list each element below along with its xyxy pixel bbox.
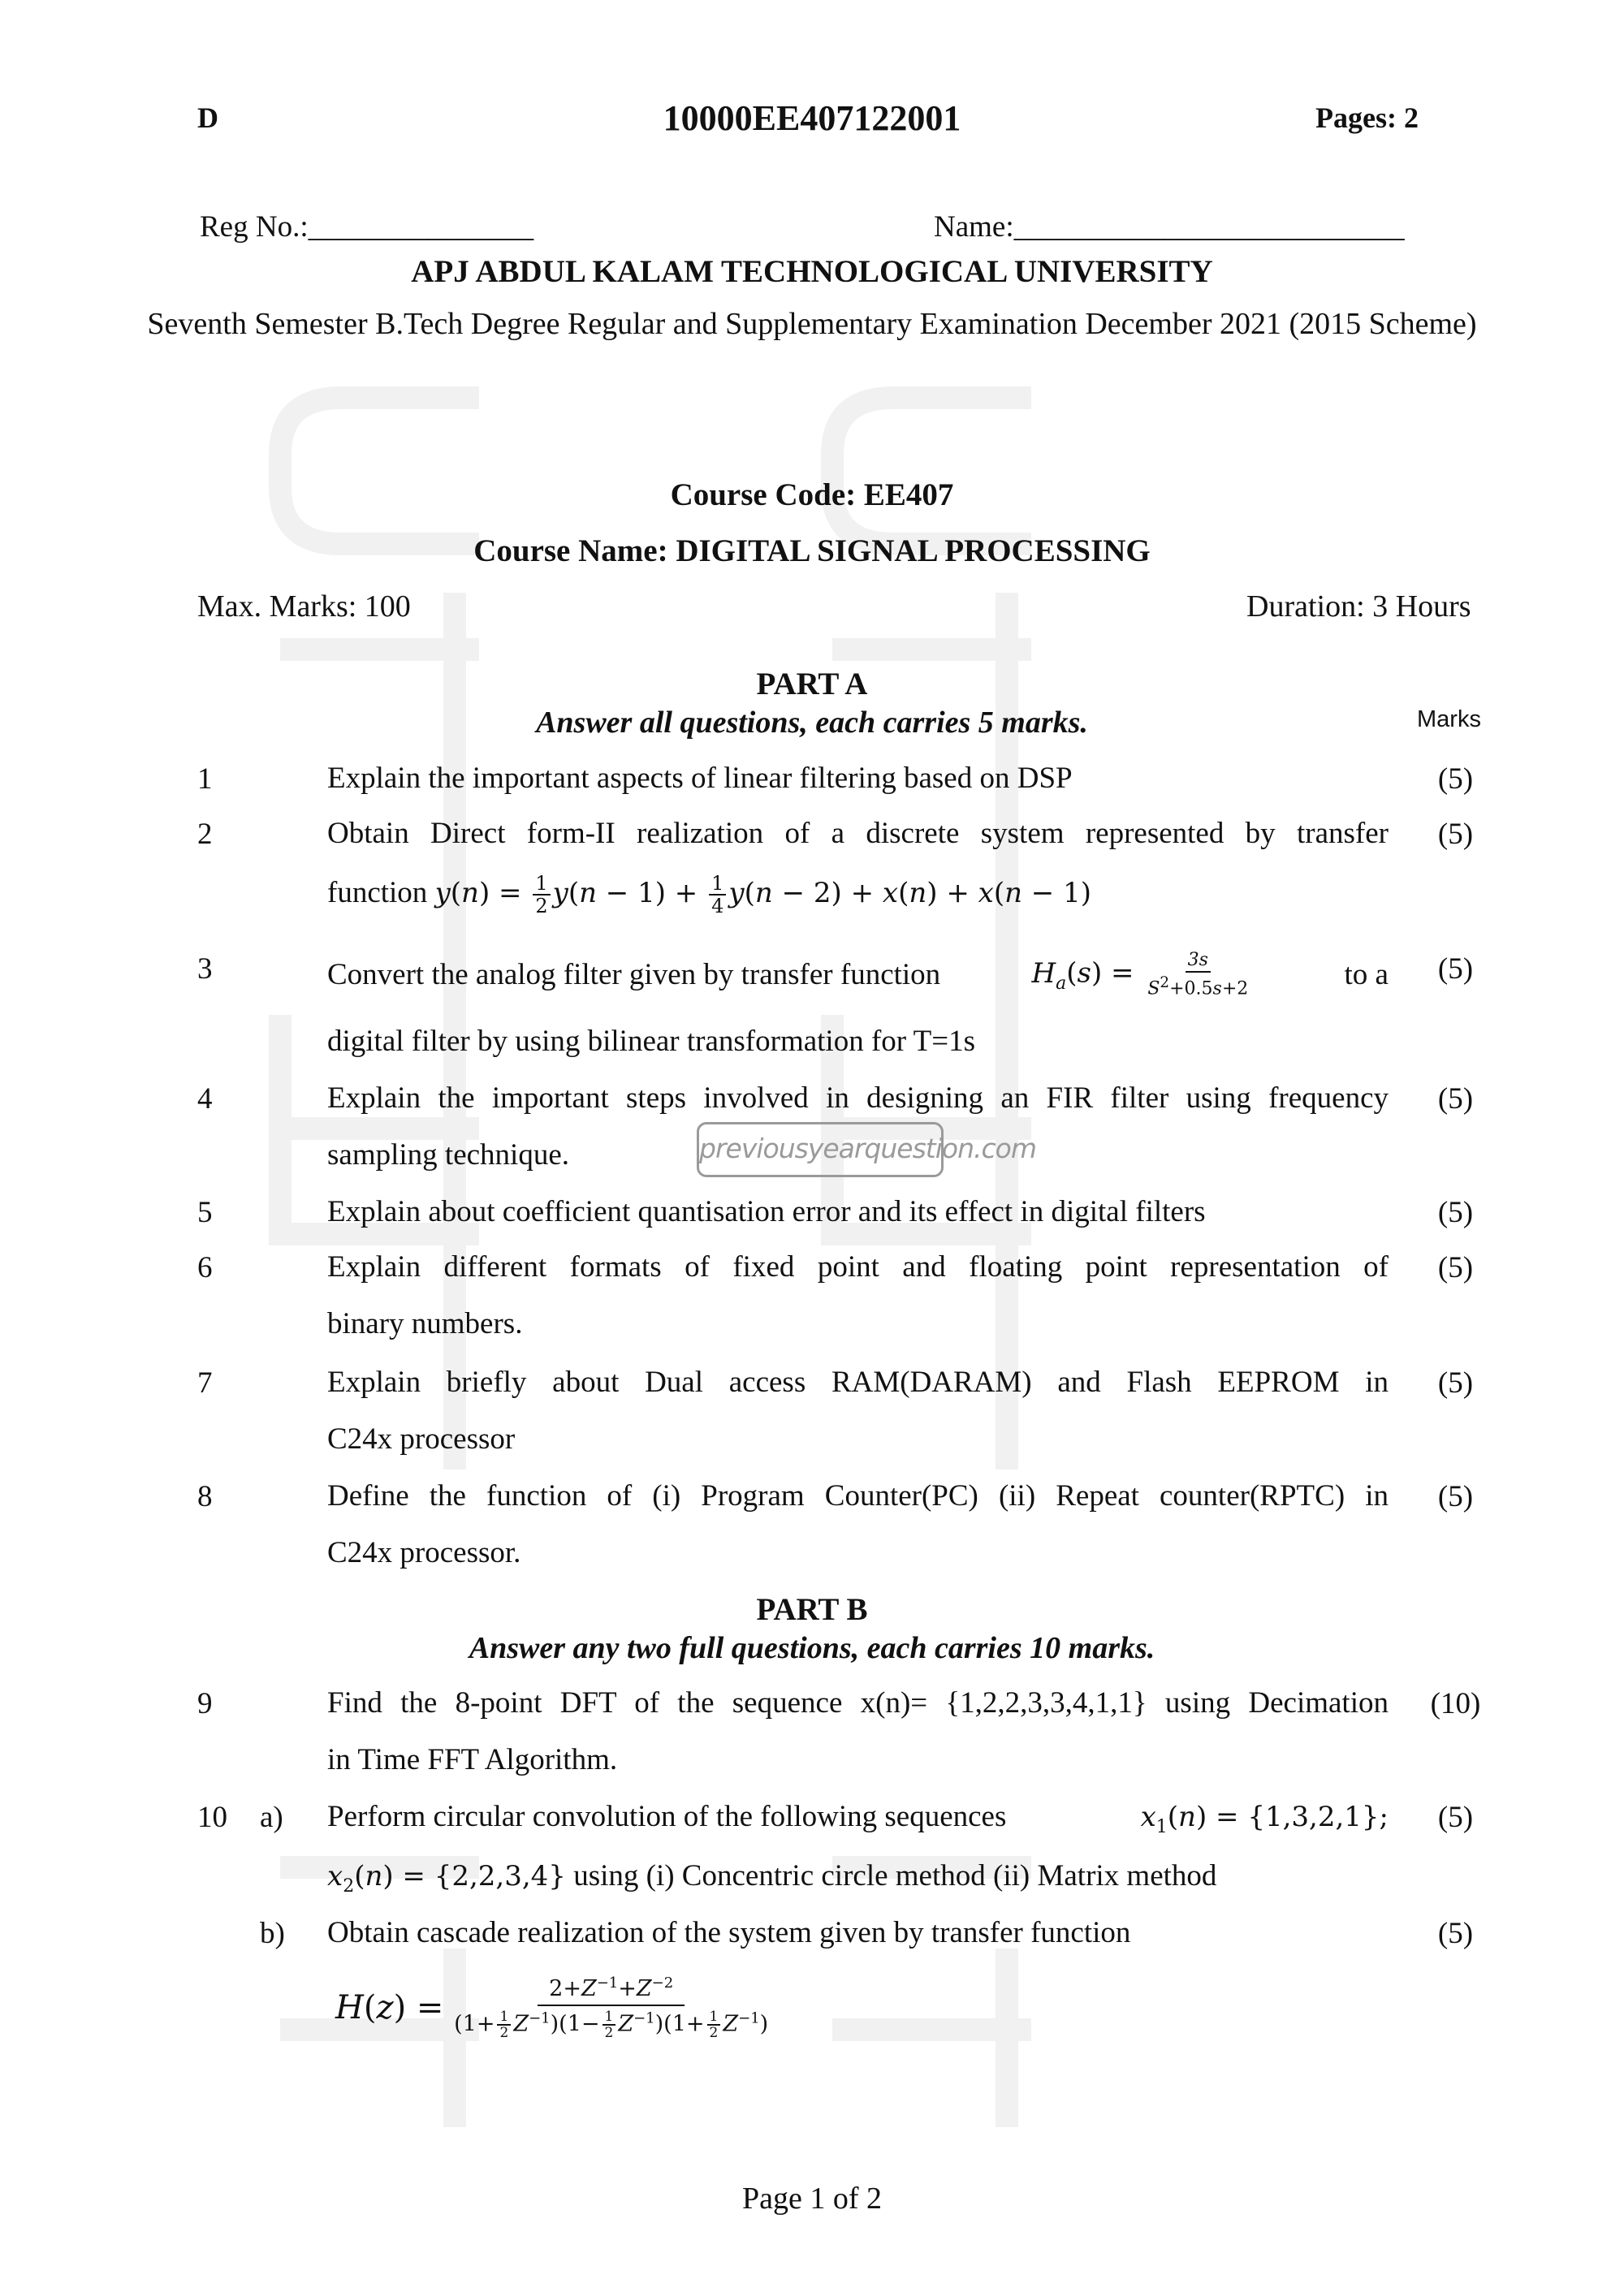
question-text: Explain different formats of fixed point and floating point representation of [327, 1250, 1389, 1284]
question-text: Find the 8-point DFT of the sequence x(n)= {1,2,2,3,3,4,1,1} using Decimation [327, 1686, 1389, 1720]
sequence-x1: $x_1(n) = \{1,3,2,1\}$; [1140, 1801, 1389, 1837]
question-line-2: function y(n) = $\frac{1}{2}$ y(n − 1) + $\frac{1}{4}$ y(n − 2) + x(n) + x(n − 1) [327, 872, 1091, 917]
question-marks: (10) [1430, 1687, 1481, 1720]
question-line-2: digital filter by using bilinear transformation for T=1s [327, 1025, 976, 1058]
sub-question-label: a) [260, 1801, 283, 1834]
question-marks: (5) [1437, 818, 1474, 851]
question-line-2: C24x processor. [327, 1536, 521, 1569]
sequence-x2: $x_2(n) = \{2,2,3,4\}$ [327, 1860, 566, 1897]
question-text: Explain briefly about Dual access RAM(DARAM) and Flash EEPROM in [327, 1366, 1389, 1399]
analog-transfer-function: $H_a(s)$ = $\frac{3s}{S^2+0.5s+2}$ [1031, 950, 1249, 999]
question-text: Define the function of (i) Program Counter(PC) (ii) Repeat counter(RPTC) in [327, 1479, 1389, 1513]
cascade-transfer-function: H(z) = $2+Z^{-1}+Z^{-2}$ (1+ $\frac{1}{2}$ $Z^{-1})(1-$ $\frac{1}{2}$ $Z^{-1})(1+$ $\frac{1}{2}$ $Z^{-1}$) [335, 1974, 769, 2041]
paper-code: 10000EE407122001 [663, 98, 961, 138]
name-field: Name:__________________________ [934, 210, 1405, 244]
question-number: 7 [197, 1366, 213, 1400]
question-number: 4 [197, 1082, 213, 1116]
part-a-title: PART A [756, 667, 868, 701]
question-number: 8 [197, 1480, 213, 1513]
page-footer: Page 1 of 2 [741, 2182, 883, 2216]
series-code: D [197, 101, 218, 134]
part-a-instruction: Answer all questions, each carries 5 marks. [536, 706, 1088, 740]
question-number: 6 [197, 1251, 213, 1284]
question-text: Perform circular convolution of the following sequences $x_1(n) = \{1,3,2,1\}$; [327, 1789, 1389, 1856]
part-b-instruction: Answer any two full questions, each carries 10 marks. [469, 1631, 1155, 1665]
question-text: Explain the important aspects of linear filtering based on DSP [327, 762, 1073, 795]
question-marks: (5) [1437, 952, 1474, 986]
question-text: Convert the analog filter given by transfer function $H_a(s)$ = $\frac{3s}{S^2+0.5s+2}$ to a [327, 950, 1389, 999]
reg-no-field: Reg No.:_______________ [200, 210, 534, 244]
difference-equation: y(n) = $\frac{1}{2}$ y(n − 1) + $\frac{1}{4}$ y(n − 2) + x(n) + x(n − 1) [434, 872, 1091, 917]
exam-title: Seventh Semester B.Tech Degree Regular and Supplementary Examination December 2021 (2015 Scheme) [147, 307, 1477, 341]
university-name: APJ ABDUL KALAM TECHNOLOGICAL UNIVERSITY [411, 254, 1213, 289]
question-text: Explain the important steps involved in designing an FIR filter using frequency [327, 1081, 1389, 1115]
max-marks: Max. Marks: 100 [197, 589, 411, 624]
question-marks: (5) [1437, 1196, 1474, 1229]
question-number: 10 [197, 1801, 227, 1834]
question-text: Obtain cascade realization of the system given by transfer function [327, 1916, 1131, 1949]
question-marks: (5) [1437, 762, 1474, 796]
question-line-2: C24x processor [327, 1422, 516, 1456]
question-marks: (5) [1437, 1917, 1474, 1950]
question-line-2: $x_2(n) = \{2,2,3,4\}$ using (i) Concentric circle method (ii) Matrix method [327, 1859, 1217, 1897]
marks-header: Marks [1417, 706, 1481, 732]
question-marks: (5) [1437, 1480, 1474, 1513]
question-number: 3 [197, 952, 213, 986]
question-line-2: in Time FFT Algorithm. [327, 1743, 618, 1776]
course-code: Course Code: EE407 [670, 477, 954, 512]
pages-count: Pages: 2 [1315, 101, 1419, 134]
question-number: 9 [197, 1687, 213, 1720]
question-text: Obtain Direct form-II realization of a discrete system represented by transfer [327, 817, 1389, 850]
question-marks: (5) [1437, 1366, 1474, 1400]
question-marks: (5) [1437, 1082, 1474, 1116]
question-marks: (5) [1437, 1801, 1474, 1834]
course-name: Course Name: DIGITAL SIGNAL PROCESSING [473, 533, 1151, 568]
question-number: 5 [197, 1196, 213, 1229]
sub-question-label: b) [260, 1917, 285, 1950]
question-number: 2 [197, 818, 213, 851]
duration: Duration: 3 Hours [1246, 589, 1471, 624]
question-marks: (5) [1437, 1251, 1474, 1284]
question-text: Explain about coefficient quantisation error and its effect in digital filters [327, 1195, 1206, 1228]
question-number: 1 [197, 762, 213, 796]
part-b-title: PART B [756, 1592, 868, 1627]
question-line-2: sampling technique. [327, 1138, 569, 1172]
watermark-brand: previousyearquestion.com [697, 1122, 944, 1177]
question-line-2: binary numbers. [327, 1307, 523, 1340]
